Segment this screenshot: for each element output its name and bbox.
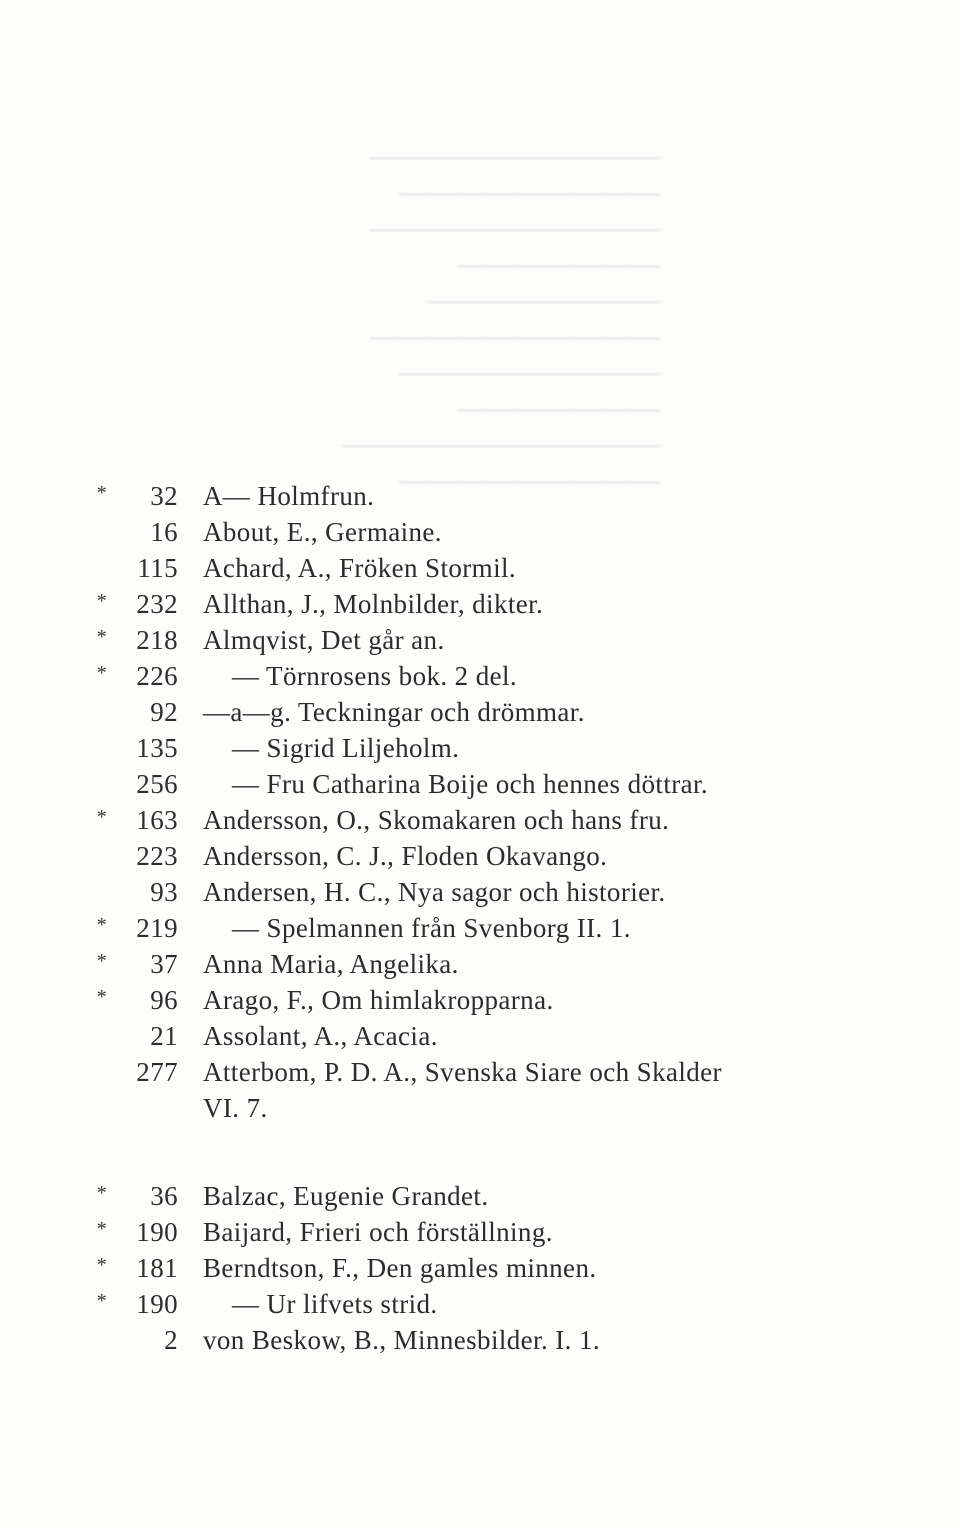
entry-title: Andersson, O., Skomakaren och hans fru.	[203, 805, 670, 835]
entry-number: 36	[150, 1181, 178, 1211]
entry-number: 163	[136, 805, 178, 835]
catalog-entry	[0, 766, 960, 802]
entry-number: 219	[136, 913, 178, 943]
asterisk-mark: *	[96, 662, 108, 684]
asterisk-mark: *	[96, 1290, 108, 1312]
catalog-entry	[0, 1286, 960, 1322]
catalog-entry	[0, 802, 960, 838]
entry-title: Andersen, H. C., Nya sagor och historier.	[203, 877, 666, 907]
entry-number: 16	[150, 517, 178, 547]
entry-title: — Spelmannen från Svenborg II. 1.	[232, 913, 631, 943]
entry-title: — Ur lifvets strid.	[232, 1289, 438, 1319]
entry-title: Baijard, Frieri och förställning.	[203, 1217, 553, 1247]
entry-number: 115	[137, 553, 178, 583]
asterisk-mark: *	[96, 482, 108, 504]
catalog-entry	[0, 658, 960, 694]
entry-title: von Beskow, B., Minnesbilder. I. 1.	[203, 1325, 600, 1355]
entry-number: 2	[164, 1325, 178, 1355]
catalog-entry	[0, 874, 960, 910]
catalog-entry	[0, 1178, 960, 1214]
entry-number: 190	[136, 1217, 178, 1247]
catalog-entry	[0, 1054, 960, 1090]
entry-number: 218	[136, 625, 178, 655]
entry-title: Achard, A., Fröken Stormil.	[203, 553, 517, 583]
catalog-entry	[0, 946, 960, 982]
catalog-entry	[0, 1018, 960, 1054]
catalog-entry	[0, 694, 960, 730]
catalog-entry	[0, 514, 960, 550]
entry-title: Anna Maria, Angelika.	[203, 949, 459, 979]
entry-title: VI. 7.	[203, 1093, 268, 1123]
entry-number: 96	[150, 985, 178, 1015]
entry-number: 190	[136, 1289, 178, 1319]
asterisk-mark: *	[96, 1182, 108, 1204]
entry-title: About, E., Germaine.	[203, 517, 442, 547]
catalog-entry	[0, 1214, 960, 1250]
entry-title: Balzac, Eugenie Grandet.	[203, 1181, 489, 1211]
entry-title: Berndtson, F., Den gamles minnen.	[203, 1253, 597, 1283]
entry-number: 92	[150, 697, 178, 727]
asterisk-mark: *	[96, 1218, 108, 1240]
catalog-entry	[0, 586, 960, 622]
entry-title: Atterbom, P. D. A., Svenska Siare och Skalder	[203, 1057, 722, 1087]
entry-title: Allthan, J., Molnbilder, dikter.	[203, 589, 544, 619]
asterisk-mark: *	[96, 590, 108, 612]
entry-title: Assolant, A., Acacia.	[203, 1021, 438, 1051]
catalog-entry	[0, 982, 960, 1018]
catalog-entry	[0, 550, 960, 586]
reverse-side-bleed-through: —————————— ————————— —————————— ——————— ———————— —————————— ————————— ——————— ——————————— —————————	[341, 140, 660, 496]
entry-number: 135	[136, 733, 178, 763]
asterisk-mark: *	[96, 950, 108, 972]
asterisk-mark: *	[96, 986, 108, 1008]
catalog-entry	[0, 622, 960, 658]
entry-title: Andersson, C. J., Floden Okavango.	[203, 841, 608, 871]
catalog-entry	[0, 1250, 960, 1286]
entry-title: — Fru Catharina Boije och hennes döttrar.	[232, 769, 709, 799]
catalog-entry	[0, 730, 960, 766]
entry-number: 21	[150, 1021, 178, 1051]
catalog-entry	[0, 910, 960, 946]
entry-title: Arago, F., Om himlakropparna.	[203, 985, 554, 1015]
entry-number: 256	[136, 769, 178, 799]
asterisk-mark: *	[96, 626, 108, 648]
entry-number: 226	[136, 661, 178, 691]
entry-title: Almqvist, Det går an.	[203, 625, 445, 655]
entry-title: — Sigrid Liljeholm.	[232, 733, 460, 763]
entry-number: 37	[150, 949, 178, 979]
asterisk-mark: *	[96, 914, 108, 936]
entry-number: 32	[150, 481, 178, 511]
entry-title: A— Holmfrun.	[203, 481, 375, 511]
entry-number: 223	[136, 841, 178, 871]
entry-number: 181	[136, 1253, 178, 1283]
asterisk-mark: *	[96, 806, 108, 828]
entry-title: — Törnrosens bok. 2 del.	[232, 661, 518, 691]
entry-number: 93	[150, 877, 178, 907]
entry-number: 232	[136, 589, 178, 619]
entry-title: —a—g. Teckningar och drömmar.	[203, 697, 585, 727]
catalog-entry	[0, 838, 960, 874]
catalog-entry	[0, 1090, 960, 1126]
catalog-entry	[0, 478, 960, 514]
catalog-entry	[0, 1322, 960, 1358]
entry-number: 277	[136, 1057, 178, 1087]
asterisk-mark: *	[96, 1254, 108, 1276]
